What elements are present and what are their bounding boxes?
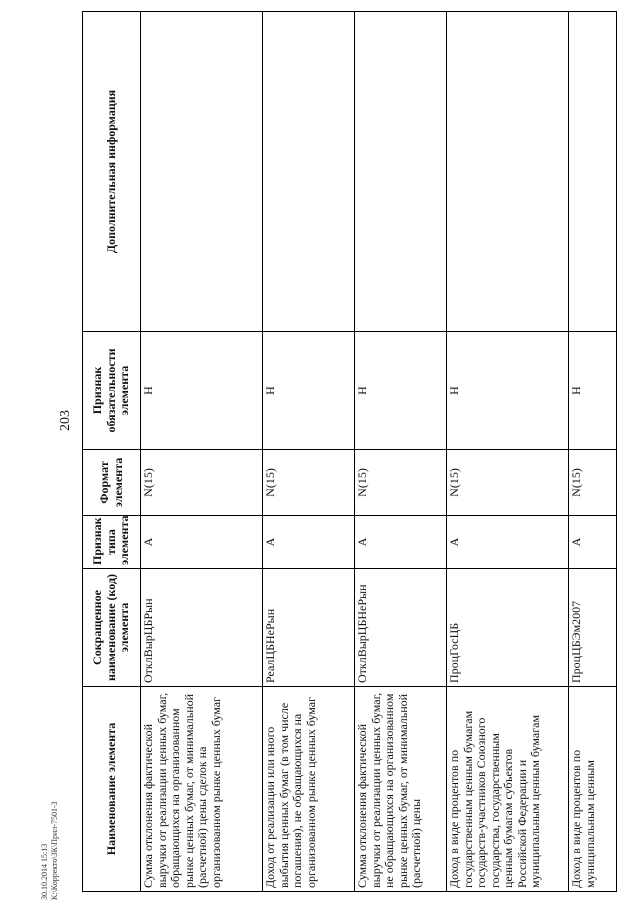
cell-required: Н [355,332,447,450]
cell-name: Доход от реализации или иного выбытия ценных бумаг (в том числе погашения), не обращающихся на организованном рынке ценных бумаг [263,687,355,892]
cell-info [355,12,447,332]
cell-type: А [569,516,617,569]
cell-format: N(15) [447,450,569,516]
cell-info [141,12,263,332]
cell-required: Н [263,332,355,450]
header-required-flag: Признак обязательности элемента [83,332,141,450]
cell-name: Доход в виде процентов по государственным ценным бумагам государств-участников Союзного государства, государственным ценным бумагам субъектов Российской Федерации и муниципальным ценным бумагам [447,687,569,892]
header-element-type: Признак типа элемента [83,516,141,569]
cell-format: N(15) [141,450,263,516]
element-table [82,11,617,892]
footer-timestamp: 30.10.2014 15:13 [40,843,49,900]
footer-file-path: К:\Корректо\ЗК\Прил-7501-3 [50,801,59,900]
table-row [569,12,617,892]
page-number: 203 [58,410,73,431]
cell-type: А [355,516,447,569]
header-element-format: Формат элемента [83,450,141,516]
table-row [141,12,263,892]
cell-type: А [447,516,569,569]
cell-format: N(15) [263,450,355,516]
cell-type: А [141,516,263,569]
header-short-code: Сокращенное наименование (код) элемента [83,569,141,687]
cell-type: А [263,516,355,569]
cell-info [569,12,617,332]
cell-format: N(15) [569,450,617,516]
cell-code: РеалЦБНеРын [263,569,355,687]
table-header-row [83,12,141,892]
cell-info [447,12,569,332]
table-row [447,12,569,892]
header-element-name: Наименование элемента [83,687,141,892]
cell-info [263,12,355,332]
cell-required: Н [447,332,569,450]
cell-required: Н [141,332,263,450]
cell-name: Сумма отклонения фактической выручки от реализации ценных бумаг, не обращающихся на организованном рынке ценных бумаг, от минимальной (расчетной) цены [355,687,447,892]
cell-code: ОтклВырЦБРын [141,569,263,687]
cell-format: N(15) [355,450,447,516]
cell-code: ПроцГосЦБ [447,569,569,687]
cell-required: Н [569,332,617,450]
table-row [355,12,447,892]
cell-name: Сумма отклонения фактической выручки от реализации ценных бумаг, обращающихся на организованном рынке ценных бумаг, от минимальной (расчетной) цены сделок на организованном рынке ценных бумаг [141,687,263,892]
cell-name: Доход в виде процентов по муниципальным ценным [569,687,617,892]
document-footer [40,640,60,900]
element-table-container [82,12,617,892]
table-row [263,12,355,892]
cell-code: ОтклВырЦБНеРын [355,569,447,687]
cell-code: ПроцЦБЭм2007 [569,569,617,687]
header-additional-info: Дополнительная информация [83,12,141,332]
